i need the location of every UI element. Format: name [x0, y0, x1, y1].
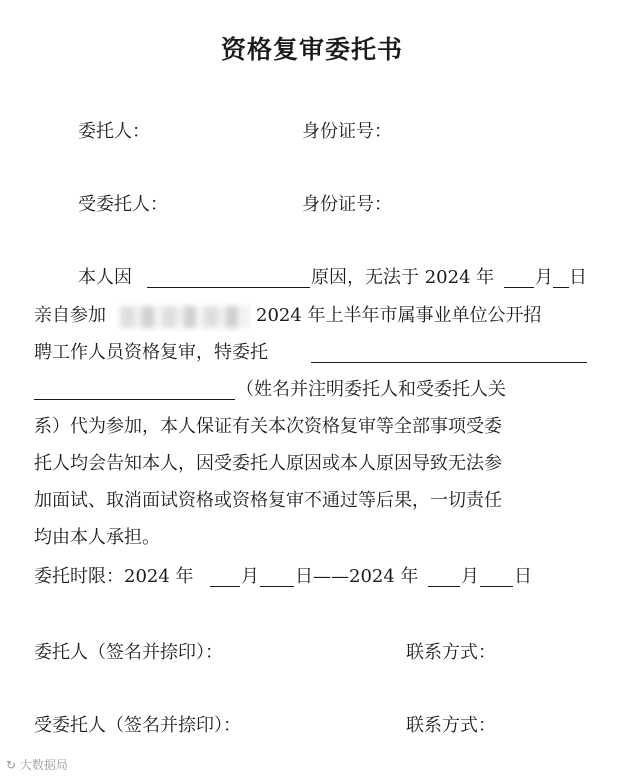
watermark-text: 大数据局 — [19, 758, 68, 772]
month-blank[interactable] — [504, 287, 534, 288]
body-line-2b: 2024 年上半年市属事业单位公开招 — [256, 305, 542, 326]
body-line-1a: 本人因 — [78, 267, 132, 288]
period-month-2: 月 — [461, 566, 479, 587]
period-label: 委托时限：2024 年 — [34, 566, 194, 587]
period-day-2-blank[interactable] — [480, 586, 513, 587]
trustee-sign-label: 受委托人（签名并捺印）： — [34, 715, 241, 736]
day-blank[interactable] — [553, 287, 569, 288]
body-line-8: 均由本人承担。 — [34, 527, 160, 548]
entruster-contact-label: 联系方式： — [406, 642, 496, 663]
redacted-area — [120, 306, 248, 328]
body-line-3a: 聘工作人员资格复审，特委托 — [34, 342, 268, 363]
page-title: 资格复审委托书 — [220, 35, 403, 64]
entruster-sign-label: 委托人（签名并捺印）： — [34, 642, 223, 663]
trustee-contact-label: 联系方式： — [406, 715, 496, 736]
period-month-1: 月 — [241, 566, 259, 587]
period-month-2-blank[interactable] — [428, 586, 460, 587]
relation-blank[interactable] — [34, 399, 235, 400]
body-line-2a: 亲自参加 — [34, 305, 106, 326]
period-day-2: 日 — [514, 566, 532, 587]
body-line-1b: 原因，无法于 2024 年 — [311, 267, 495, 288]
entruster-id-label: 身份证号： — [302, 121, 392, 142]
body-line-7: 加面试、取消面试资格或资格复审不通过等后果，一切责任 — [34, 490, 502, 511]
watermark-logo-icon: ↻ — [6, 758, 20, 772]
body-line-1d: 日 — [569, 267, 587, 288]
body-line-5: 系）代为参加，本人保证有关本次资格复审等全部事项受委 — [34, 416, 502, 437]
body-line-4b: （姓名并注明委托人和受委托人关 — [236, 379, 506, 400]
trustee-name-blank[interactable] — [311, 362, 587, 363]
entruster-label: 委托人： — [78, 121, 150, 142]
body-line-1c: 月 — [535, 267, 553, 288]
body-line-6: 托人均会告知本人，因受委托人原因或本人原因导致无法参 — [34, 453, 502, 474]
trustee-id-label: 身份证号： — [302, 194, 392, 215]
period-day-1: 日——2024 年 — [295, 566, 419, 587]
trustee-label: 受委托人： — [78, 194, 168, 215]
reason-blank[interactable] — [147, 287, 310, 288]
period-day-1-blank[interactable] — [260, 586, 294, 587]
watermark — [6, 756, 68, 773]
period-month-1-blank[interactable] — [210, 586, 240, 587]
